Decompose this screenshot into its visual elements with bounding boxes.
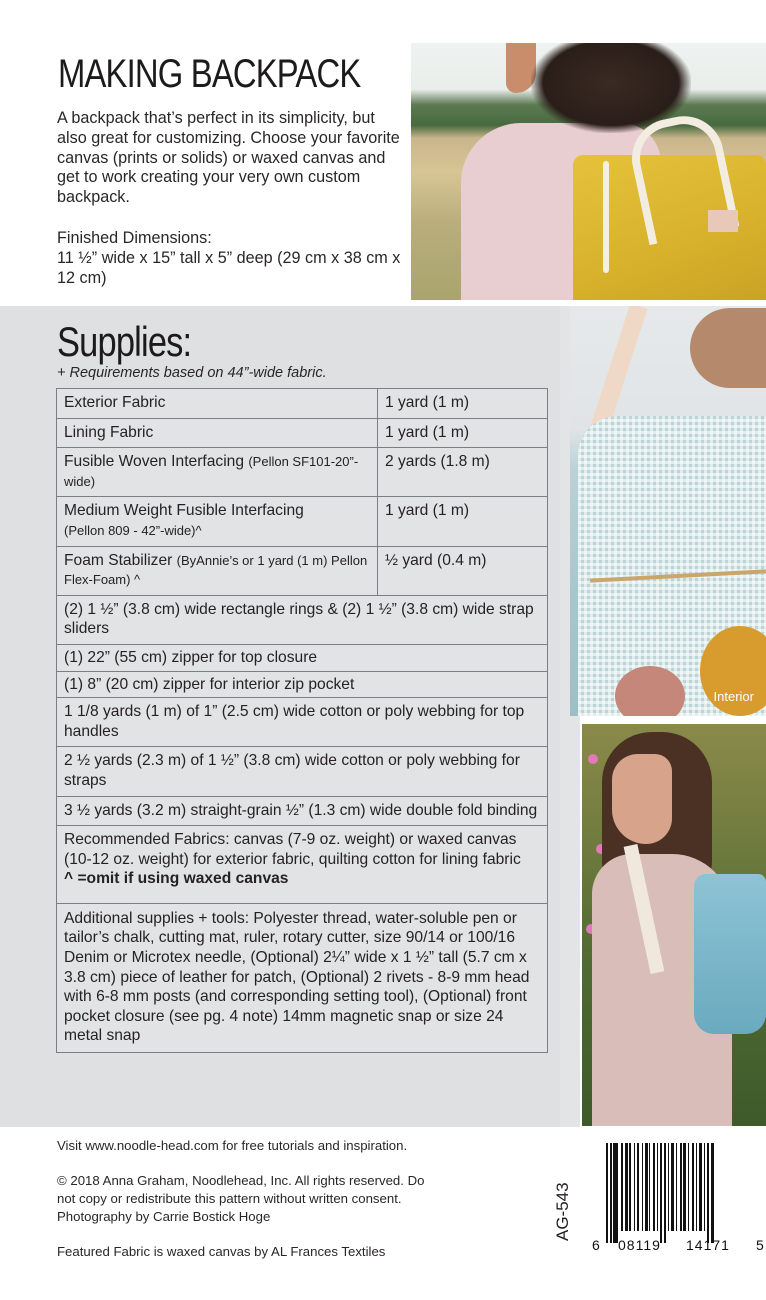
photography-credit: Photography by Carrie Bostick Hoge [57,1209,271,1224]
dimensions-label: Finished Dimensions: [57,229,212,247]
recommended-fabrics-text: Recommended Fabrics: canvas (7-9 oz. weight) or waxed canvas (10-12 oz. weight) for exterior fabric, quilting cotton for lining fabric [64,831,521,868]
barcode-lead-digit: 6 [592,1237,600,1253]
website-note: Visit www.noodle-head.com for free tutorials and inspiration. [57,1138,408,1153]
supply-item-detail: (Pellon SF101-20”-wide) [64,454,359,489]
hero-photo-yellow-backpack [411,43,766,300]
supply-item: Lining Fabric [57,418,378,448]
barcode-left-group: 08119 [618,1237,661,1253]
supply-quantity: 1 yard (1 m) [378,418,548,448]
omit-note: ^ =omit if using waxed canvas [64,870,289,888]
table-row [57,671,548,698]
intro-paragraph: A backpack that’s perfect in its simplicity, but also great for customizing. Choose your favorite canvas (prints or solids) or waxed canvas and get to work creating your very own custom backpack. [57,109,400,207]
table-row [57,796,548,826]
barcode [592,1143,764,1263]
photo-blue-backpack [694,874,766,1034]
photo-woman-face [612,754,672,844]
table-row [57,826,548,904]
pattern-sku: AG-543 [553,1182,572,1241]
supply-item: Exterior Fabric [57,389,378,419]
table-row [57,497,548,546]
barcode-bars [606,1143,759,1243]
photo-hand [690,308,766,388]
table-row [57,418,548,448]
supply-full-row: 1 1/8 yards (1 m) of 1” (2.5 cm) wide cotton or poly webbing for top handles [57,698,548,747]
page-title: MAKING BACKPACK [58,52,361,96]
table-row [57,903,548,1052]
supply-full-row: 2 ½ yards (2.3 m) of 1 ½” (3.8 cm) wide cotton or poly webbing for straps [57,747,548,796]
supply-full-row: (1) 8” (20 cm) zipper for interior zip pocket [57,671,548,698]
supplies-table [56,388,548,1053]
barcode-right-group: 14171 [686,1237,730,1253]
interior-caption: Interior [713,689,754,704]
supply-item-detail: (Pellon 809 - 42”-wide)^ [64,522,202,538]
table-row [57,448,548,497]
supply-full-row: 3 ½ yards (3.2 m) straight-grain ½” (1.3 cm) wide double fold binding [57,796,548,826]
table-row [57,546,548,595]
supplies-heading: Supplies: [57,318,192,365]
flower-icon [588,754,598,764]
supply-quantity: ½ yard (0.4 m) [378,546,548,595]
photo-backpack-zipper [603,161,609,273]
supply-quantity: 1 yard (1 m) [378,497,548,546]
dimensions-value: 11 ½” wide x 15” tall x 5” deep (29 cm x 38 cm x 12 cm) [57,249,401,287]
table-row [57,644,548,671]
photo-leather-patch [708,210,738,232]
featured-fabric-note: Featured Fabric is waxed canvas by AL Frances Textiles [57,1244,386,1259]
supply-quantity: 2 yards (1.8 m) [378,448,548,497]
supply-full-row: (2) 1 ½” (3.8 cm) wide rectangle rings & (2) 1 ½” (3.8 cm) wide strap sliders [57,595,548,644]
supply-item: Foam Stabilizer (ByAnnie’s or 1 yard (1 m) Pellon Flex-Foam) ^ [57,546,378,595]
interior-photo [570,306,766,716]
copyright-line-2: not copy or redistribute this pattern without written consent. [57,1191,402,1206]
recommended-fabrics [57,826,548,904]
supply-full-row: (1) 22” (55 cm) zipper for top closure [57,644,548,671]
table-row [57,747,548,796]
supply-quantity: 1 yard (1 m) [378,389,548,419]
table-row [57,595,548,644]
table-row [57,389,548,419]
supply-item: Medium Weight Fusible Interfacing (Pellon 809 - 42”-wide)^ [57,497,378,546]
requirements-note: + Requirements based on 44”-wide fabric. [57,365,327,381]
supply-item-detail: (ByAnnie’s or 1 yard (1 m) Pellon Flex-Foam) ^ [64,552,368,588]
additional-supplies: Additional supplies + tools: Polyester thread, water-soluble pen or tailor’s chalk, cutting mat, ruler, rotary cutter, size 90/14 or 100/16 Denim or Microtex needle, (Optional) 2¼” wide x 1 ½” tall (5.7 cm x 3.8 cm) piece of leather for patch, (Optional) 2 rivets - 8-9 mm head with 6-8 mm posts (and corresponding setting tool), (Optional) front pocket closure (see pg. 4 note) 14mm magnetic snap or size 24 metal snap [57,903,548,1052]
woman-blue-backpack-photo [582,724,766,1126]
table-row [57,698,548,747]
copyright-line-1: © 2018 Anna Graham, Noodlehead, Inc. All rights reserved. Do [57,1173,425,1188]
barcode-check-digit: 5 [756,1237,764,1253]
supply-item: Fusible Woven Interfacing (Pellon SF101-20”-wide) [57,448,378,497]
